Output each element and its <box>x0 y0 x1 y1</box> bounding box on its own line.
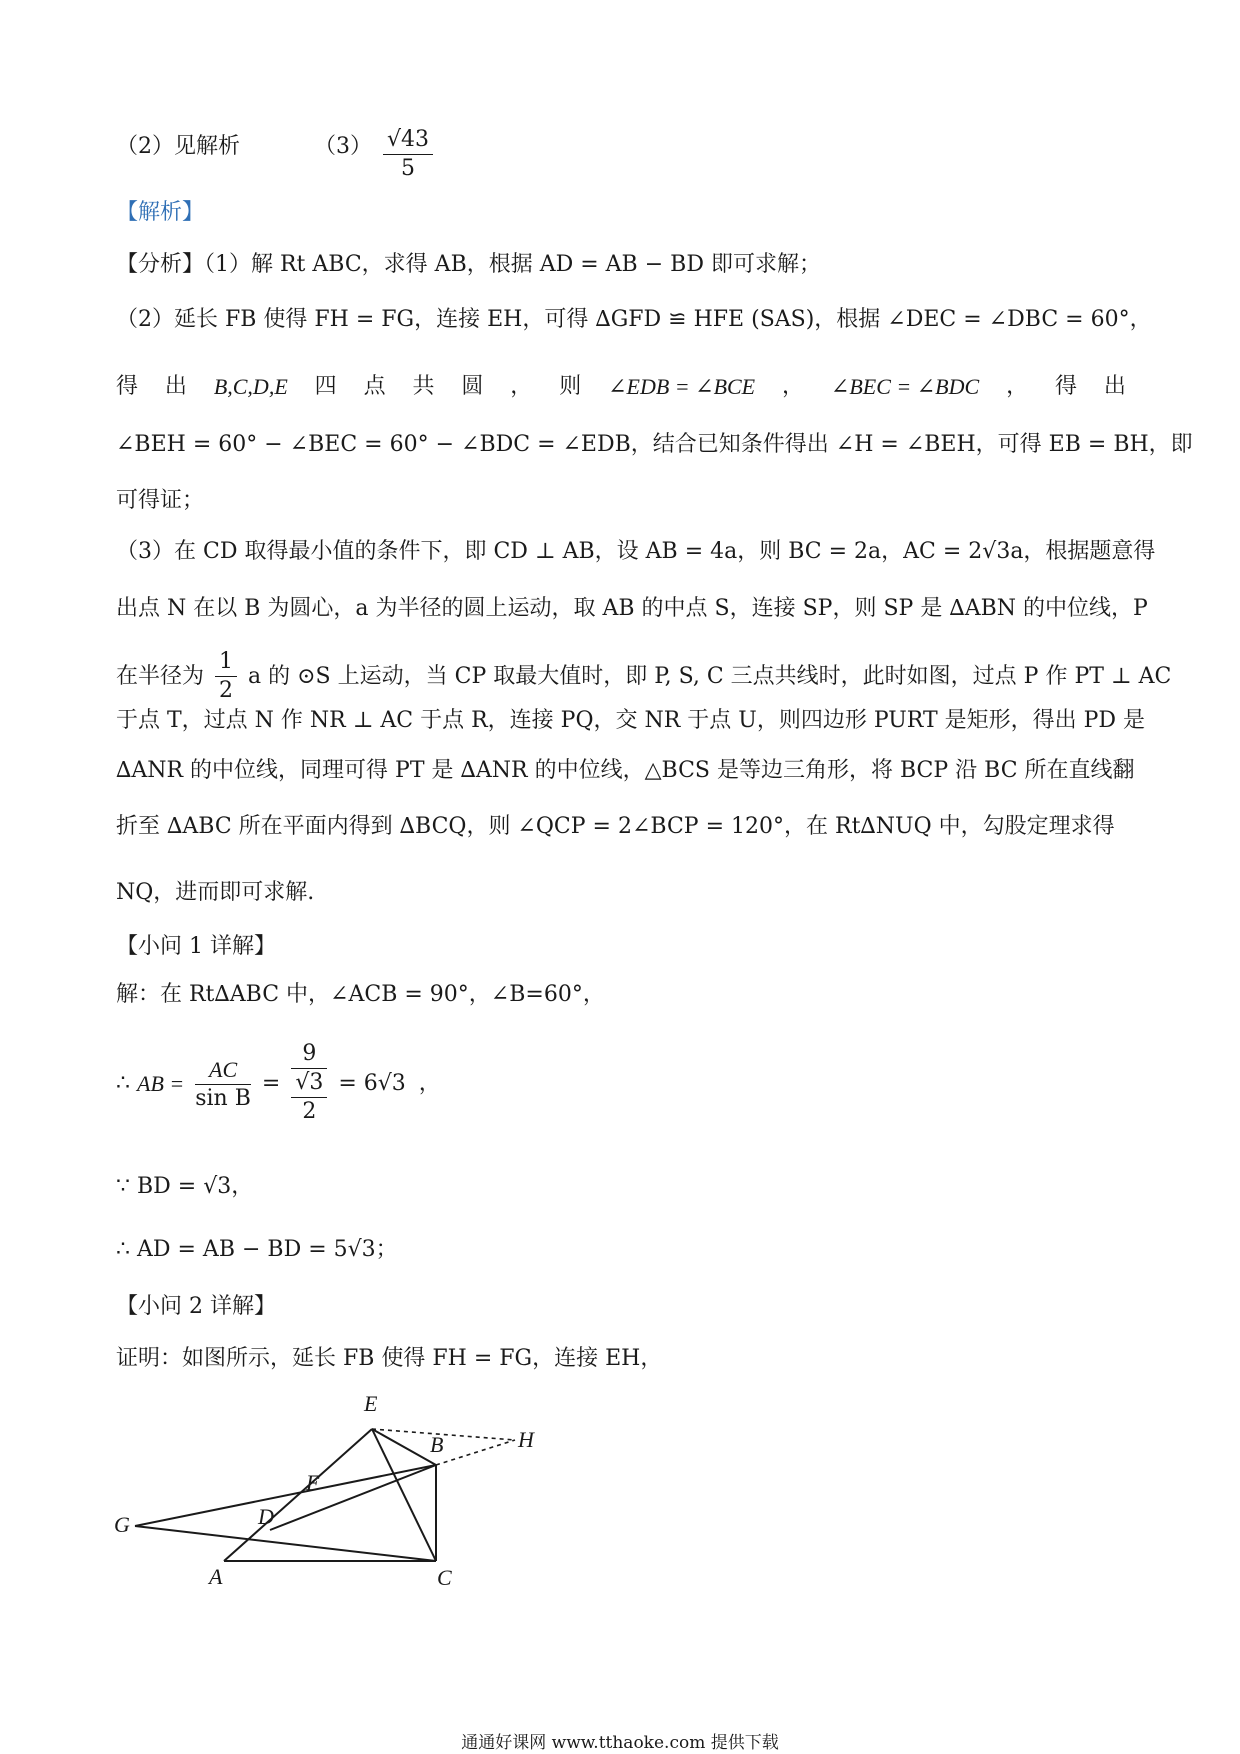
point-label-h: H <box>518 1427 534 1452</box>
text-token: 得 <box>1054 374 1077 399</box>
analysis-p3-line2: 出点 N 在以 B 为圆心，a 为半径的圆上运动，取 AB 的中点 S，连接 SP，则 SP 是 ∆ABN 的中位线，P <box>116 596 1148 621</box>
analysis-p1: 【分析】（1）解 Rt ABC，求得 AB，根据 AD = AB − BD 即可求解； <box>116 252 821 277</box>
point-label-c: C <box>437 1565 452 1590</box>
point-label-d: D <box>258 1504 274 1529</box>
q1-ab-formula <box>116 1040 441 1130</box>
nine-over-root3-half <box>291 1040 327 1126</box>
fraction-denominator: 2 <box>302 1099 317 1124</box>
answer-part3-label: （3） <box>314 134 372 159</box>
answer-part3-fraction <box>383 126 433 183</box>
fraction-numerator: AC <box>195 1056 251 1085</box>
q1-line1: 解：在 Rt∆ABC 中，∠ACB = 90°，∠B=60°， <box>116 982 605 1007</box>
fraction-numerator: 9 <box>291 1040 327 1069</box>
text-token: 出 <box>1103 374 1126 399</box>
text-token: 出 <box>164 374 187 399</box>
dashed-eh <box>372 1429 515 1440</box>
analysis-p3-line4: 于点 T，过点 N 作 NR ⊥ AC 于点 R，连接 PQ，交 NR 于点 U，则四边形 PURT 是矩形，得出 PD 是 <box>116 708 1146 733</box>
q1-line4: ∴ AD = AB − BD = 5√3； <box>116 1237 398 1262</box>
analysis-p2-line4: 可得证； <box>116 488 205 513</box>
analysis-p3-line5: ∆ANR 的中位线，同理可得 PT 是 ∆ANR 的中位线，△BCS 是等边三角形，将 BCP 沿 BC 所在直线翻 <box>116 758 1135 783</box>
text-segment: a 的 ⊙S 上运动，当 CP 取最大值时，即 P, S, C 三点共线时，此时如图，过点 P 作 PT ⊥ AC <box>248 664 1172 689</box>
segment-ec <box>372 1429 436 1561</box>
point-label-g: G <box>114 1512 130 1537</box>
analysis-p2-line1: （2）延长 FB 使得 FH = FG，连接 EH，可得 ∆GFD ≌ HFE (SAS)，根据 ∠DEC = ∠DBC = 60°， <box>116 307 1152 332</box>
text-token: 圆 <box>461 374 484 399</box>
text-token: ∠EDB = ∠BCE <box>608 374 756 399</box>
text-token: 共 <box>412 374 435 399</box>
analysis-p3-line1: （3）在 CD 取得最小值的条件下，即 CD ⊥ AB，设 AB = 4a，则 BC = 2a，AC = 2√3a，根据题意得 <box>116 539 1156 564</box>
fraction-denominator: sin B <box>195 1085 251 1111</box>
analysis-p3-line3 <box>116 648 1171 705</box>
segment-gc <box>135 1526 436 1561</box>
text-token: ∠BEC = ∠BDC <box>830 374 980 399</box>
dashed-bh <box>436 1440 515 1465</box>
ac-over-sinb <box>195 1056 251 1113</box>
text-token: 四 <box>314 374 337 399</box>
point-label-b: B <box>430 1432 444 1457</box>
text-token: ， <box>510 374 533 399</box>
segment-gb <box>135 1465 436 1526</box>
text-segment: 在半径为 <box>116 664 205 689</box>
point-label-a: A <box>209 1564 223 1589</box>
text-token: ， <box>782 374 805 399</box>
analysis-heading: 【解析】 <box>116 200 205 225</box>
text-token: ， <box>1006 374 1029 399</box>
answer-part3-denominator: 5 <box>401 156 415 181</box>
answer-part3-numerator: √43 <box>383 126 433 155</box>
equals-sign: = <box>261 1071 281 1096</box>
ab-equals: AB = <box>137 1071 185 1096</box>
q1-heading: 【小问 1 详解】 <box>116 934 276 959</box>
answer-part2: （2）见解析 <box>116 134 240 159</box>
point-label-e: E <box>364 1391 378 1416</box>
analysis-p3-line6: 折至 ∆ABC 所在平面内得到 ∆BCQ，则 ∠QCP = 2∠BCP = 120°，在 Rt∆NUQ 中，勾股定理求得 <box>116 814 1115 839</box>
analysis-p2-line3: ∠BEH = 60° − ∠BEC = 60° − ∠BDC = ∠EDB，结合已知条件得出 ∠H = ∠BEH，可得 EB = BH，即 <box>116 432 1193 457</box>
segment-ae <box>224 1429 372 1561</box>
answers-line <box>116 126 437 183</box>
text-token: 则 <box>559 374 582 399</box>
q2-line1: 证明：如图所示，延长 FB 使得 FH = FG，连接 EH， <box>116 1346 663 1371</box>
q2-heading: 【小问 2 详解】 <box>116 1294 276 1319</box>
comma: ， <box>418 1071 441 1096</box>
fraction-denominator: 2 <box>219 678 234 703</box>
text-token: 点 <box>363 374 386 399</box>
text-token: B,C,D,E <box>213 374 288 399</box>
point-label-f: F <box>306 1470 320 1495</box>
geometry-figure <box>100 1385 700 1615</box>
text-token: 得 <box>116 374 139 399</box>
q1-line3: ∵ BD = √3， <box>116 1174 254 1199</box>
inner-fraction <box>291 1069 327 1126</box>
page-footer: 通通好课网 www.tthaoke.com 提供下载 <box>461 1733 779 1753</box>
half-fraction <box>215 648 237 705</box>
fraction-numerator: √3 <box>291 1069 327 1098</box>
ab-result: = 6√3 <box>338 1071 406 1096</box>
analysis-p2-line2 <box>116 372 1126 402</box>
therefore-symbol: ∴ <box>116 1071 130 1096</box>
fraction-numerator: 1 <box>215 648 237 677</box>
analysis-p3-line7: NQ，进而即可求解. <box>116 880 315 905</box>
